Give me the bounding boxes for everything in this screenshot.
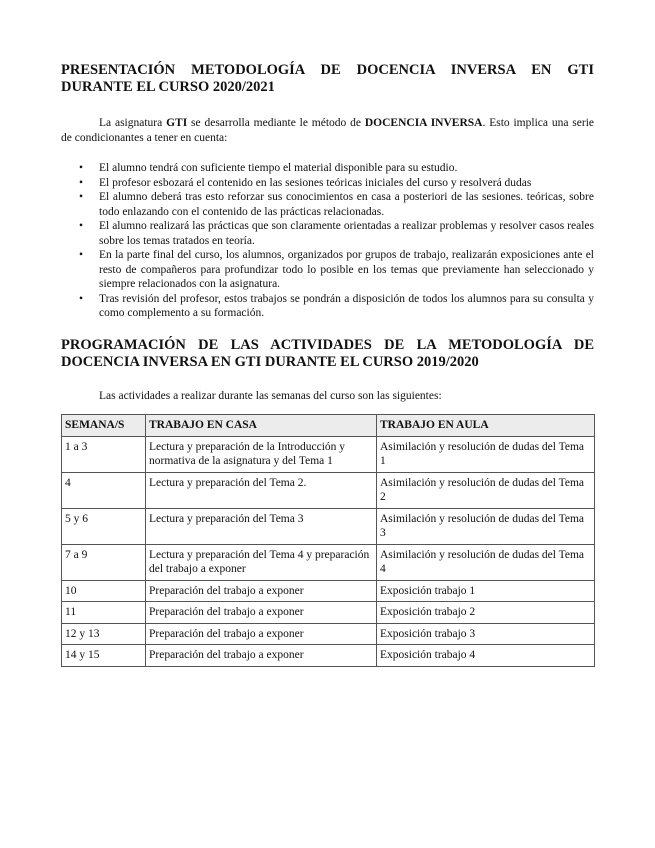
table-row <box>62 602 595 624</box>
list-item <box>79 248 594 292</box>
table-row <box>62 508 595 544</box>
conditions-list <box>61 161 594 321</box>
intro-bold-subject: GTI <box>166 117 188 129</box>
section1-intro <box>61 116 594 145</box>
cell-home-work: Lectura y preparación del Tema 3 <box>146 508 377 544</box>
cell-weeks: 5 y 6 <box>62 508 146 544</box>
list-item-text: Tras revisión del profesor, estos trabajos se pondrán a disposición de todos los alumnos para su consulta y como complemento a su formación. <box>99 292 594 319</box>
list-item <box>79 292 594 321</box>
cell-home-work: Preparación del trabajo a exponer <box>146 623 377 645</box>
cell-class-work: Exposición trabajo 4 <box>377 645 595 667</box>
table-row <box>62 645 595 667</box>
document-page <box>61 62 594 667</box>
cell-home-work: Lectura y preparación de la Introducción y normativa de la asignatura y del Tema 1 <box>146 436 377 472</box>
bullet-icon: • <box>79 220 84 232</box>
cell-class-work: Exposición trabajo 3 <box>377 623 595 645</box>
list-item <box>79 219 594 248</box>
list-item <box>79 161 594 176</box>
cell-home-work: Lectura y preparación del Tema 2. <box>146 472 377 508</box>
section2-title: PROGRAMACIÓN DE LAS ACTIVIDADES DE LA METODOLOGÍA DE DOCENCIA INVERSA EN GTI DURANTE EL CURSO 2019/2020 <box>61 336 594 370</box>
cell-home-work: Lectura y preparación del Tema 4 y preparación del trabajo a exponer <box>146 544 377 580</box>
list-item-text: En la parte final del curso, los alumnos, organizados por grupos de trabajo, realizarán exposiciones ante el resto de compañeros para profundizar todo lo posible en los temas que previamente han seleccionado y siempre relacionados con la asignatura. <box>99 249 594 290</box>
intro-bold-method: DOCENCIA INVERSA <box>364 117 483 129</box>
header-home-work: TRABAJO EN CASA <box>146 415 377 437</box>
cell-home-work: Preparación del trabajo a exponer <box>146 580 377 602</box>
cell-class-work: Asimilación y resolución de dudas del Tema 4 <box>377 544 595 580</box>
cell-home-work: Preparación del trabajo a exponer <box>146 602 377 624</box>
table-header-row <box>62 415 595 437</box>
activities-table <box>61 414 595 667</box>
section1-title: PRESENTACIÓN METODOLOGÍA DE DOCENCIA INVERSA EN GTI DURANTE EL CURSO 2020/2021 <box>61 62 594 95</box>
bullet-icon: • <box>79 292 84 305</box>
header-class-work: TRABAJO EN AULA <box>377 415 595 437</box>
list-item <box>79 176 594 191</box>
intro-text: se desarrolla mediante le método de <box>187 117 365 129</box>
list-item-text: El profesor esbozará el contenido en las sesiones teóricas iniciales del curso y resolverá dudas <box>99 176 532 189</box>
cell-class-work: Asimilación y resolución de dudas del Tema 2 <box>377 472 595 508</box>
cell-weeks: 10 <box>62 580 146 602</box>
section2-intro: Las actividades a realizar durante las semanas del curso son las siguientes: <box>99 389 442 402</box>
table-row <box>62 436 595 472</box>
bullet-icon: • <box>79 176 84 189</box>
bullet-icon: • <box>79 249 84 261</box>
table-row <box>62 623 595 645</box>
list-item-text: El alumno realizará las prácticas que son claramente orientadas a realizar problemas y resolver casos reales sobre los temas tratados en teoría. <box>99 220 594 247</box>
cell-weeks: 11 <box>62 602 146 624</box>
bullet-icon: • <box>79 191 84 203</box>
intro-text: La asignatura <box>99 117 167 129</box>
list-item-text: El alumno deberá tras esto reforzar sus conocimientos en casa a posteriori de las sesiones. teóricas, sobre todo enlazando con el contenido de las prácticas relacionadas. <box>99 191 594 218</box>
cell-class-work: Exposición trabajo 2 <box>377 602 595 624</box>
cell-weeks: 1 a 3 <box>62 436 146 472</box>
cell-weeks: 14 y 15 <box>62 645 146 667</box>
table-row <box>62 472 595 508</box>
cell-class-work: Exposición trabajo 1 <box>377 580 595 602</box>
intro-text: . Esto implica una serie de condicionantes a tener en cuenta: <box>61 117 594 144</box>
bullet-icon: • <box>79 162 84 174</box>
cell-class-work: Asimilación y resolución de dudas del Tema 3 <box>377 508 595 544</box>
list-item-text: El alumno tendrá con suficiente tiempo el material disponible para su estudio. <box>99 162 458 174</box>
header-weeks: SEMANA/S <box>62 415 146 437</box>
cell-weeks: 12 y 13 <box>62 623 146 645</box>
cell-weeks: 4 <box>62 472 146 508</box>
table-row <box>62 544 595 580</box>
cell-class-work: Asimilación y resolución de dudas del Tema 1 <box>377 436 595 472</box>
table-row <box>62 580 595 602</box>
list-item <box>79 190 594 219</box>
cell-weeks: 7 a 9 <box>62 544 146 580</box>
cell-home-work: Preparación del trabajo a exponer <box>146 645 377 667</box>
